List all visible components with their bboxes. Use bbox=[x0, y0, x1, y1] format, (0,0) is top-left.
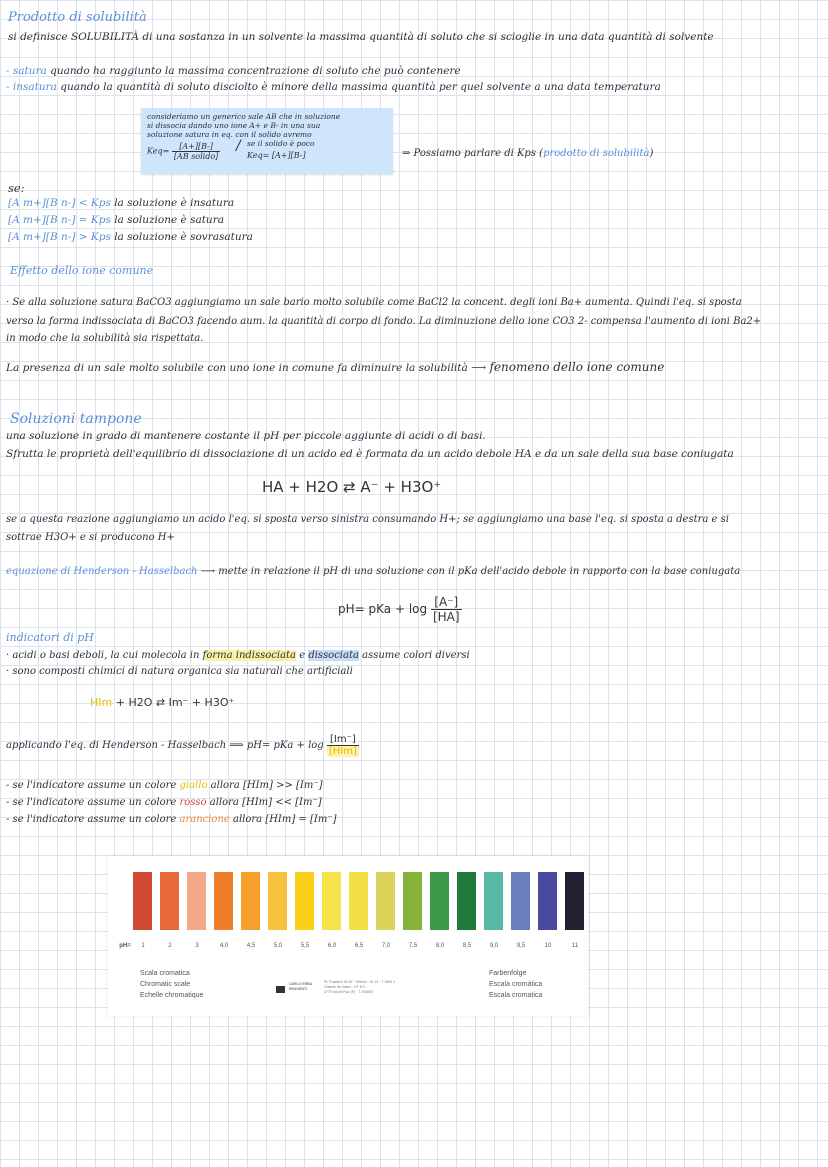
common-ion-summary bbox=[6, 360, 664, 374]
rule-1-a: - se l'indicatore assume un colore bbox=[6, 780, 177, 791]
common-ion-p3: in modo che la solubilità sia rispettata. bbox=[6, 333, 204, 344]
insatura-term: - insatura bbox=[6, 81, 57, 93]
kps-line bbox=[402, 148, 653, 159]
ph-swatch bbox=[322, 872, 341, 930]
condition-3-math: [A m+][B n-] > Kps bbox=[8, 231, 111, 243]
satura-line bbox=[6, 65, 461, 77]
henderson-line bbox=[6, 566, 740, 577]
keq-fraction bbox=[172, 142, 220, 161]
ph-swatch-label: 1 bbox=[141, 943, 145, 949]
condition-1-math: [A m+][B n-] < Kps bbox=[8, 197, 111, 209]
ph-swatch bbox=[565, 872, 584, 930]
ph-swatch bbox=[349, 872, 368, 930]
caption-left-1: Scala cromatica bbox=[140, 970, 190, 977]
kps-close: ) bbox=[649, 148, 654, 159]
ph-swatch-label: 4,0 bbox=[219, 943, 229, 949]
conditions-se: se: bbox=[8, 181, 25, 195]
condition-2-math: [A m+][B n-] = Kps bbox=[8, 214, 111, 226]
henderson-eq-left: pH= pKa + log bbox=[338, 602, 428, 616]
ph-swatch bbox=[376, 872, 395, 930]
ph-swatch bbox=[241, 872, 260, 930]
condition-1 bbox=[8, 197, 234, 209]
indicators-b1-highlight-1: forma indissociata bbox=[202, 650, 297, 661]
ph-swatch bbox=[430, 872, 449, 930]
indicator-eq-rest: + H2O ⇄ Im⁻ + H3O⁺ bbox=[115, 696, 235, 709]
kps-arrow-text: ⇒ Possiamo parlare di Kps ( bbox=[402, 148, 544, 159]
ph-swatch-label: 9,0 bbox=[489, 943, 499, 949]
condition-2-text: la soluzione è satura bbox=[114, 214, 224, 226]
indicators-b1a: · acidi o basi deboli, la cui molecola in bbox=[6, 650, 200, 661]
ph-swatch bbox=[538, 872, 557, 930]
brand-name: CARLO ERBA REAGENTI bbox=[289, 982, 313, 991]
indicators-b1b: e bbox=[299, 650, 306, 661]
rule-3-a: - se l'indicatore assume un colore bbox=[6, 814, 177, 825]
keq-formula bbox=[147, 142, 220, 161]
ph-swatch-label: 6,0 bbox=[327, 943, 337, 949]
ph-swatch-label: 9,5 bbox=[516, 943, 526, 949]
ph-swatch bbox=[457, 872, 476, 930]
indicator-hlm: HIm bbox=[90, 696, 113, 709]
indicator-rule-1 bbox=[6, 780, 323, 791]
condition-1-text: la soluzione è insatura bbox=[114, 197, 235, 209]
note-small: se il solido è poco bbox=[247, 139, 315, 148]
indicators-b1c: assume colori diversi bbox=[362, 650, 470, 661]
henderson-denominator: [HA] bbox=[432, 610, 460, 624]
keq-denominator: [AB solido] bbox=[173, 152, 219, 161]
indicators-bullet-1 bbox=[6, 650, 470, 661]
caption-right-1: Farbenfolge bbox=[489, 970, 527, 977]
ph-swatch-label: 7,0 bbox=[381, 943, 391, 949]
ph-label: pH= bbox=[119, 943, 131, 949]
indicator-fraction bbox=[327, 734, 359, 757]
ph-swatch bbox=[187, 872, 206, 930]
section-title-indicators: indicatori di pH bbox=[6, 631, 94, 644]
henderson-fraction bbox=[431, 595, 462, 624]
ph-swatch-label: 8,5 bbox=[462, 943, 472, 949]
section-title-solubility: Prodotto di solubilità bbox=[8, 10, 147, 25]
brand-small-1: St. Postfach 64 87 · Telefon · W 12 · T 1653 1 bbox=[324, 980, 396, 984]
rule-1-b: allora [HIm] >> [Im⁻] bbox=[210, 780, 323, 791]
ph-color-scale-card bbox=[108, 856, 588, 1016]
ph-swatch-label: 6,5 bbox=[354, 943, 364, 949]
henderson-term: equazione di Henderson - Hasselbach bbox=[6, 566, 198, 577]
common-ion-p1: · Se alla soluzione satura BaCO3 aggiungiamo un sale bario molto solubile come BaCl2 la concent. degli ioni Ba+ aumenta. Quindi l'eq. si sposta bbox=[6, 297, 742, 308]
henderson-text: ⟶ mette in relazione il pH di una soluzione con il pKa dell'acido debole in rapporto con la base coniugata bbox=[200, 566, 741, 577]
indicator-henderson-text: applicando l'eq. di Henderson - Hasselbach ⟹ pH= pKa + log bbox=[6, 740, 324, 751]
buffer-equation: HA + H2O ⇄ A⁻ + H3O⁺ bbox=[262, 478, 442, 496]
buffer-line-2: Sfrutta le proprietà dell'equilibrio di dissociazione di un acido ed è formata da un acido debole HA e da un sale della sua base coniugata bbox=[6, 448, 734, 460]
ph-swatch bbox=[511, 872, 530, 930]
rule-1-color: giallo bbox=[179, 780, 208, 791]
indicator-rule-3 bbox=[6, 814, 337, 825]
sticky-note bbox=[141, 108, 393, 174]
henderson-equation bbox=[338, 595, 462, 624]
brand-small-2: Chemin du Valon · 4 F 8 9 bbox=[324, 985, 365, 989]
buffer-line-4: sottrae H3O+ e si producono H+ bbox=[6, 532, 175, 543]
ph-swatch-label: 4,5 bbox=[246, 943, 256, 949]
rule-3-b: allora [HIm] = [Im⁻] bbox=[233, 814, 337, 825]
note-line-2: si dissocia dando uno ione A+ e B- in una sua bbox=[147, 121, 321, 130]
ph-swatch-label: 7,5 bbox=[408, 943, 418, 949]
caption-right-2: Escala cromática bbox=[489, 981, 543, 988]
ph-swatch-label: 5,5 bbox=[300, 943, 310, 949]
brand-small-3: 3770 Val de Ruz (F) · T 200603 bbox=[324, 990, 373, 994]
common-ion-phenomenon: fenomeno dello ione comune bbox=[489, 360, 665, 374]
condition-3 bbox=[8, 231, 253, 243]
kps-label: prodotto di solubilità bbox=[543, 148, 650, 159]
buffer-line-3: se a questa reazione aggiungiamo un acido l'eq. si sposta verso sinistra consumando H+; se aggiungiamo una base l'eq. si sposta a destra e si bbox=[6, 514, 729, 525]
keq-label: Keq= bbox=[147, 146, 170, 156]
indicator-equation bbox=[90, 696, 234, 709]
indicator-henderson bbox=[6, 734, 359, 757]
rule-2-a: - se l'indicatore assume un colore bbox=[6, 797, 177, 808]
condition-2 bbox=[8, 214, 224, 226]
ph-swatch bbox=[133, 872, 152, 930]
ph-swatch bbox=[403, 872, 422, 930]
keq-numerator: [A+][B-] bbox=[172, 142, 220, 152]
insatura-line bbox=[6, 81, 661, 93]
condition-3-text: la soluzione è sovrasatura bbox=[114, 231, 253, 243]
brand-logo-icon bbox=[276, 986, 285, 993]
rule-2-b: allora [HIm] << [Im⁻] bbox=[209, 797, 322, 808]
ph-swatch bbox=[268, 872, 287, 930]
ph-swatch-label: 2 bbox=[168, 943, 172, 949]
section-title-buffer: Soluzioni tampone bbox=[10, 411, 142, 427]
caption-right-3: Escala cromatica bbox=[489, 992, 543, 999]
rule-3-color: arancione bbox=[179, 814, 230, 825]
common-ion-p4: La presenza di un sale molto solubile con uno ione in comune fa diminuire la solubilità ⟶ bbox=[6, 362, 487, 374]
ph-swatch bbox=[214, 872, 233, 930]
ph-swatch-label: 8,0 bbox=[435, 943, 445, 949]
note-line-1: consideriamo un generico sale AB che in soluzione bbox=[147, 112, 341, 121]
indicator-denominator: [HIm] bbox=[328, 746, 357, 757]
indicators-bullet-2: · sono composti chimici di natura organica sia naturali che artificiali bbox=[6, 666, 353, 677]
ph-swatch-label: 10 bbox=[544, 943, 552, 949]
satura-text: quando ha raggiunto la massima concentrazione di soluto che può contenere bbox=[50, 65, 461, 77]
indicator-rule-2 bbox=[6, 797, 322, 808]
rule-2-color: rosso bbox=[179, 797, 207, 808]
caption-left-3: Echelle chromatique bbox=[140, 992, 204, 999]
henderson-numerator: [A⁻] bbox=[431, 595, 462, 610]
indicator-numerator: [Im⁻] bbox=[327, 734, 359, 746]
common-ion-p2: verso la forma indissociata di BaCO3 facendo aum. la quantità di corpo di fondo. La diminuzione dello ione CO3 2- compensa l'aumento di ioni Ba2+ bbox=[6, 316, 762, 327]
ph-swatch-label: 5,0 bbox=[273, 943, 283, 949]
solubility-definition: si definisce SOLUBILITÀ di una sostanza in un solvente la massima quantità di soluto che si scioglie in una data quantità di solvente bbox=[8, 31, 714, 43]
ph-swatch bbox=[160, 872, 179, 930]
note-line-3: soluzione satura in eq. con il solido avremo bbox=[147, 130, 312, 139]
indicators-b1-highlight-2: dissociata bbox=[308, 650, 359, 661]
keq-simplified: Keq= [A+][B-] bbox=[247, 151, 306, 160]
note-slash: / bbox=[236, 138, 241, 154]
ph-swatch bbox=[295, 872, 314, 930]
ph-swatch-label: 11 bbox=[571, 943, 579, 949]
satura-term: - satura bbox=[6, 65, 47, 77]
ph-swatch-label: 3 bbox=[195, 943, 199, 949]
insatura-text: quando la quantità di soluto disciolto è minore della massima quantità per quel solvente a una data temperatura bbox=[60, 81, 661, 93]
caption-left-2: Chromatic scale bbox=[140, 981, 191, 988]
ph-swatch bbox=[484, 872, 503, 930]
section-title-common-ion: Effetto dello ione comune bbox=[10, 264, 154, 277]
buffer-line-1: una soluzione in grado di mantenere costante il pH per piccole aggiunte di acidi o di basi. bbox=[6, 430, 486, 442]
